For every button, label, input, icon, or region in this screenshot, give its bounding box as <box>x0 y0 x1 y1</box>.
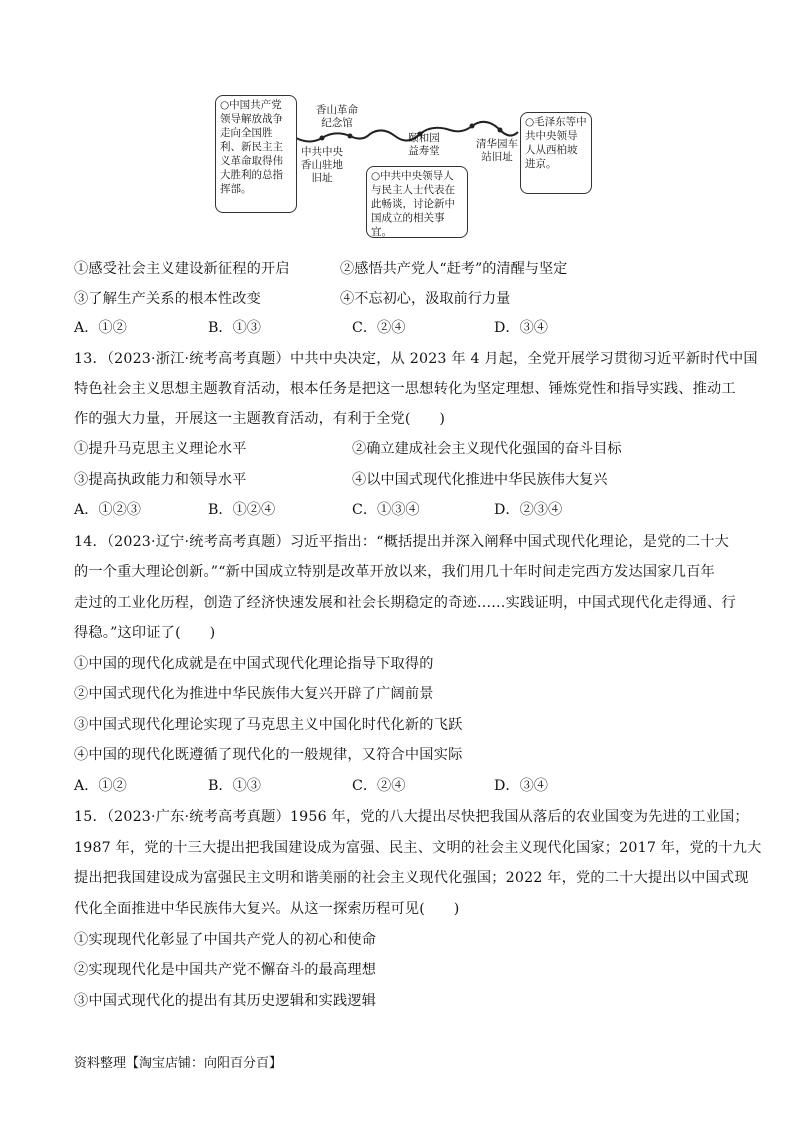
stop-xiangshan-residence: 中共中央香山驻地旧址 <box>301 146 343 184</box>
q13-stem-line-1: 13．（2023·浙江·统考高考真题）中共中央决定，从 2023 年 4 月起，全党开展学习贯彻习近平新时代中国 <box>74 351 758 367</box>
q12-option-d[interactable]: D．③④ <box>494 320 548 336</box>
q14-statement-3: ③中国式现代化理论实现了马克思主义中国化时代化新的飞跃 <box>74 717 463 733</box>
callout-democrats: ○中共中央领导人与民主人士代表在此畅谈，讨论新中国成立的相关事宜。 <box>366 166 468 238</box>
stop-tsinghua-station: 清华园车站旧址 <box>476 138 518 163</box>
q14-statement-4: ④中国的现代化既遵循了现代化的一般规律，又符合中国实际 <box>74 747 463 763</box>
q13-statement-3: ③提高执政能力和领导水平 <box>74 472 247 488</box>
callout-mao-beijing: ○毛泽东等中共中央领导人从西柏坡进京。 <box>520 112 592 194</box>
q15-stem-line-2: 1987 年，党的十三大提出把我国建设成为富强、民主、文明的社会主义现代化国家；2017 年，党的十九大 <box>74 840 762 856</box>
footer-source: 资料整理【淘宝店铺：向阳百分百】 <box>74 1056 283 1071</box>
q12-option-a[interactable]: A．①② <box>74 320 127 336</box>
q12-statement-4: ④不忘初心，汲取前行力量 <box>340 291 511 307</box>
q15-stem-line-3: 提出把我国建设成为富强民主文明和谐美丽的社会主义现代化强国；2022 年，党的二十大提出以中国式现 <box>74 870 749 886</box>
q15-statement-3: ③中国式现代化的提出有其历史逻辑和实践逻辑 <box>74 993 377 1009</box>
q12-statement-3: ③了解生产关系的根本性改变 <box>74 291 262 307</box>
q15-stem-line-4: 代化全面推进中华民族伟大复兴。从这一探索历程可见( ) <box>74 901 460 917</box>
route-figure <box>210 90 600 240</box>
stop-xiangshan-museum: 香山革命纪念馆 <box>316 104 358 129</box>
q14-statement-2: ②中国式现代化为推进中华民族伟大复兴开辟了广阔前景 <box>74 686 434 702</box>
q13-option-c[interactable]: C．①③④ <box>352 502 420 518</box>
q14-option-d[interactable]: D．③④ <box>494 778 548 794</box>
q12-option-c[interactable]: C．②④ <box>352 320 406 336</box>
q14-option-b[interactable]: B．①③ <box>208 778 261 794</box>
q13-statement-1: ①提升马克思主义理论水平 <box>74 441 247 457</box>
q13-statement-2: ②确立建成社会主义现代化强国的奋斗目标 <box>352 441 622 457</box>
q15-statement-1: ①实现现代化彰显了中国共产党人的初心和使命 <box>74 932 377 948</box>
q14-option-a[interactable]: A．①② <box>74 778 127 794</box>
q14-stem-line-1: 14．（2023·辽宁·统考高考真题）习近平指出：“概括提出并深入阐释中国式现代化理论，是党的二十大 <box>74 534 730 550</box>
q12-statement-2: ②感悟共产党人“赶考”的清醒与坚定 <box>340 261 568 277</box>
q13-option-a[interactable]: A．①②③ <box>74 502 141 518</box>
q14-statement-1: ①中国的现代化成就是在中国式现代化理论指导下取得的 <box>74 656 434 672</box>
q12-option-b[interactable]: B．①③ <box>208 320 261 336</box>
q12-statement-1: ①感受社会主义建设新征程的开启 <box>74 261 290 277</box>
q13-stem-line-3: 作的强大力量，开展这一主题教育活动，有利于全党( ) <box>74 411 446 427</box>
q13-statement-4: ④以中国式现代化推进中华民族伟大复兴 <box>352 472 608 488</box>
q13-option-d[interactable]: D．②③④ <box>494 502 563 518</box>
q15-statement-2: ②实现现代化是中国共产党不懈奋斗的最高理想 <box>74 962 377 978</box>
q13-stem-line-2: 特色社会主义思想主题教育活动，根本任务是把这一思想转化为坚定理想、锤炼党性和指导实践、推动工 <box>74 381 736 397</box>
q13-option-b[interactable]: B．①②④ <box>208 502 276 518</box>
callout-headquarters: ○中国共产党领导解放战争走向全国胜利、新民主主义革命取得伟大胜利的总指挥部。 <box>215 95 297 213</box>
q14-option-c[interactable]: C．②④ <box>352 778 406 794</box>
q14-stem-line-2: 的一个重大理论创新。”“新中国成立特别是改革开放以来，我们用几十年时间走完西方发达国家几百年 <box>74 564 715 580</box>
q14-stem-line-3: 走过的工业化历程，创造了经济快速发展和社会长期稳定的奇迹……实践证明，中国式现代化走得通、行 <box>74 595 736 611</box>
q14-stem-line-4: 得稳。”这印证了( ) <box>74 625 216 641</box>
q15-stem-line-1: 15．（2023·广东·统考高考真题）1956 年，党的八大提出尽快把我国从落后的农业国变为先进的工业国； <box>74 809 749 825</box>
stop-yiheyuan: 颐和园益寿堂 <box>408 132 440 157</box>
